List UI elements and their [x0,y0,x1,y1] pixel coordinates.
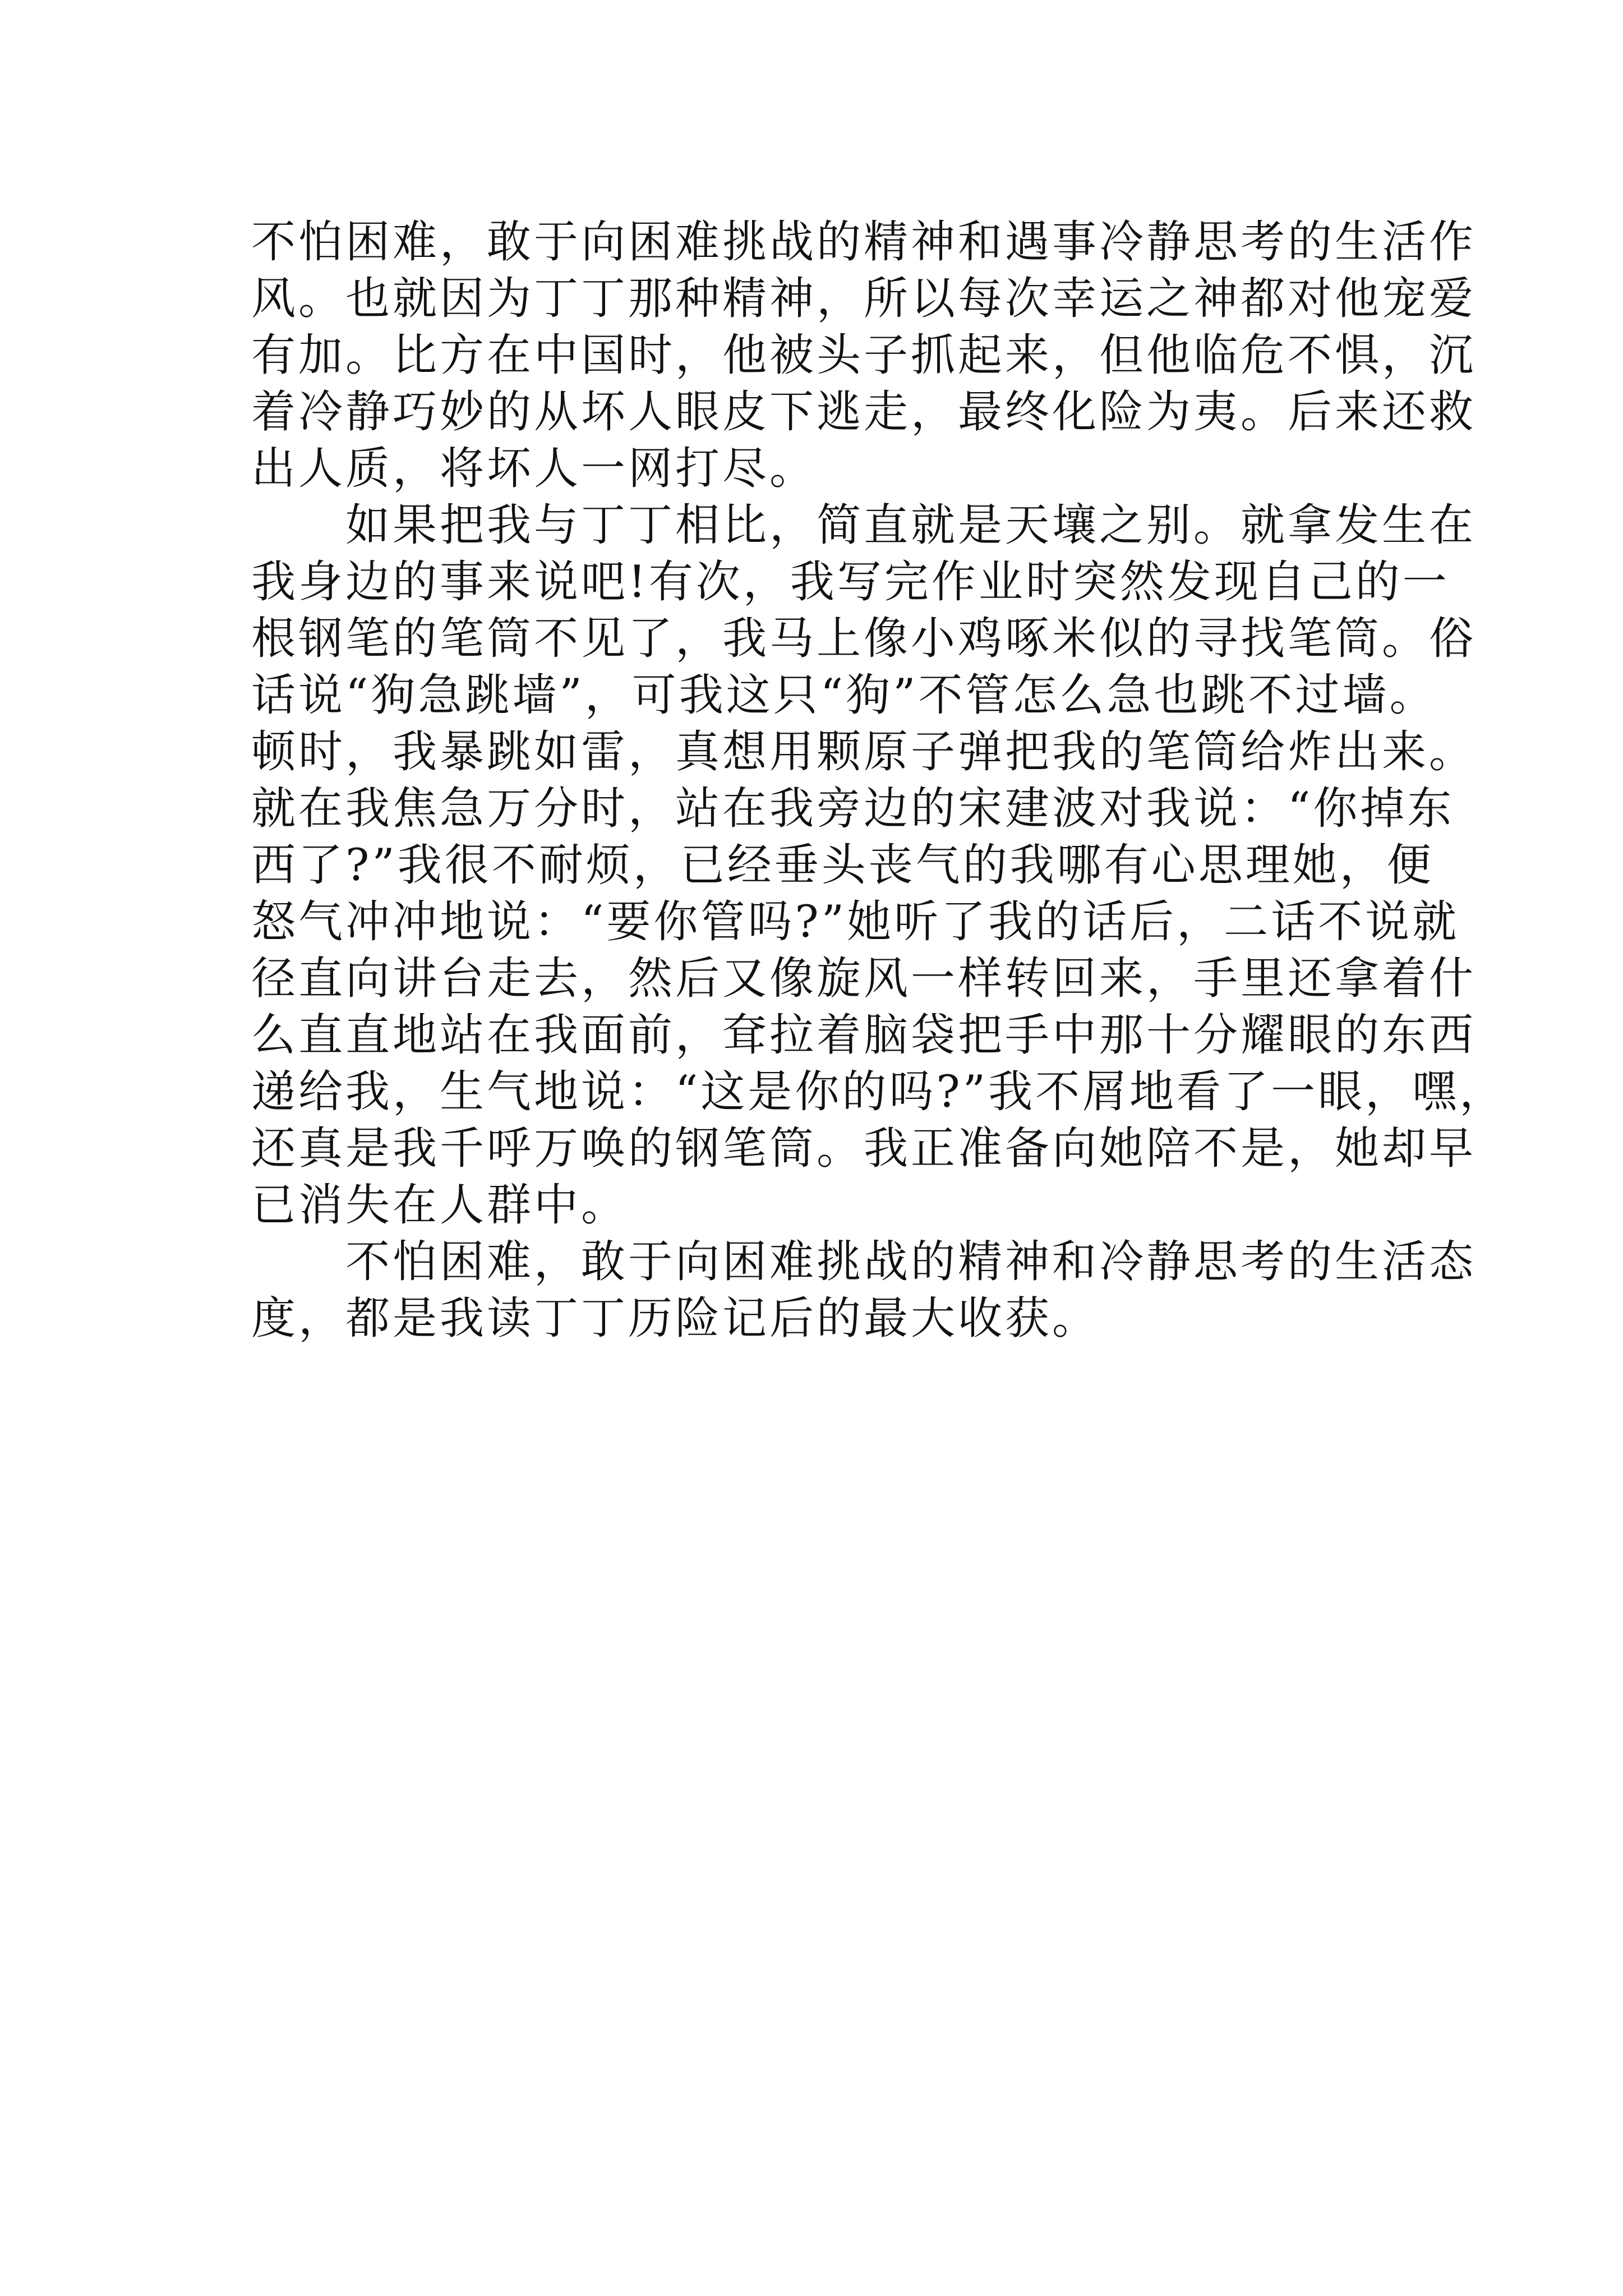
text-line: 着冷静巧妙的从坏人眼皮下逃走，最终化险为夷。后来还救 [251,386,1476,438]
body-text [251,214,1507,1347]
paragraph-3 [251,1234,1476,1347]
paragraph-2 [251,497,1507,1234]
text-line: 风。也就因为丁丁那种精神，所以每次幸运之神都对他宠爱 [251,273,1476,324]
text-line: 就在我焦急万分时，站在我旁边的宋建波对我说：“你掉东 [251,783,1455,834]
text-line: 已消失在人群中。 [251,1179,628,1231]
text-line: 有加。比方在中国时，他被头子抓起来，但他临危不惧，沉 [251,329,1476,381]
text-line: 西了?”我很不耐烦，已经垂头丧气的我哪有心思理她，便 [251,839,1434,891]
text-line: 话说“狗急跳墙”，可我这只“狗”不管怎么急也跳不过墙。 [251,669,1437,721]
text-line: 不怕困难，敢于向困难挑战的精神和遇事冷静思考的生活作 [251,216,1476,268]
text-line: 还真是我千呼万唤的钢笔筒。我正准备向她陪不是，她却早 [251,1122,1476,1174]
text-line: 径直向讲台走去，然后又像旋风一样转回来，手里还拿着什 [251,953,1476,1004]
text-line: 顿时，我暴跳如雷，真想用颗原子弹把我的笔筒给炸出来。 [251,726,1476,777]
text-line: 我身边的事来说吧!有次，我写完作业时突然发现自己的一 [251,556,1450,608]
text-line: 怒气冲冲地说：“要你管吗?”她听了我的话后，二话不说就 [251,896,1460,947]
text-line: 出人质，将坏人一网打尽。 [251,443,817,494]
paragraph-1 [251,214,1476,497]
text-line: 如果把我与丁丁相比，简直就是天壤之别。就拿发生在 [251,499,1476,551]
text-line: 度，都是我读丁丁历险记后的最大收获。 [251,1292,1099,1344]
text-line: 不怕困难，敢于向困难挑战的精神和冷静思考的生活态 [251,1236,1476,1287]
text-line: 递给我，生气地说：“这是你的吗?”我不屑地看了一眼，嘿， [251,1066,1507,1117]
text-line: 根钢笔的笔筒不见了，我马上像小鸡啄米似的寻找笔筒。俗 [251,613,1476,664]
text-line: 么直直地站在我面前，耷拉着脑袋把手中那十分耀眼的东西 [251,1009,1476,1061]
